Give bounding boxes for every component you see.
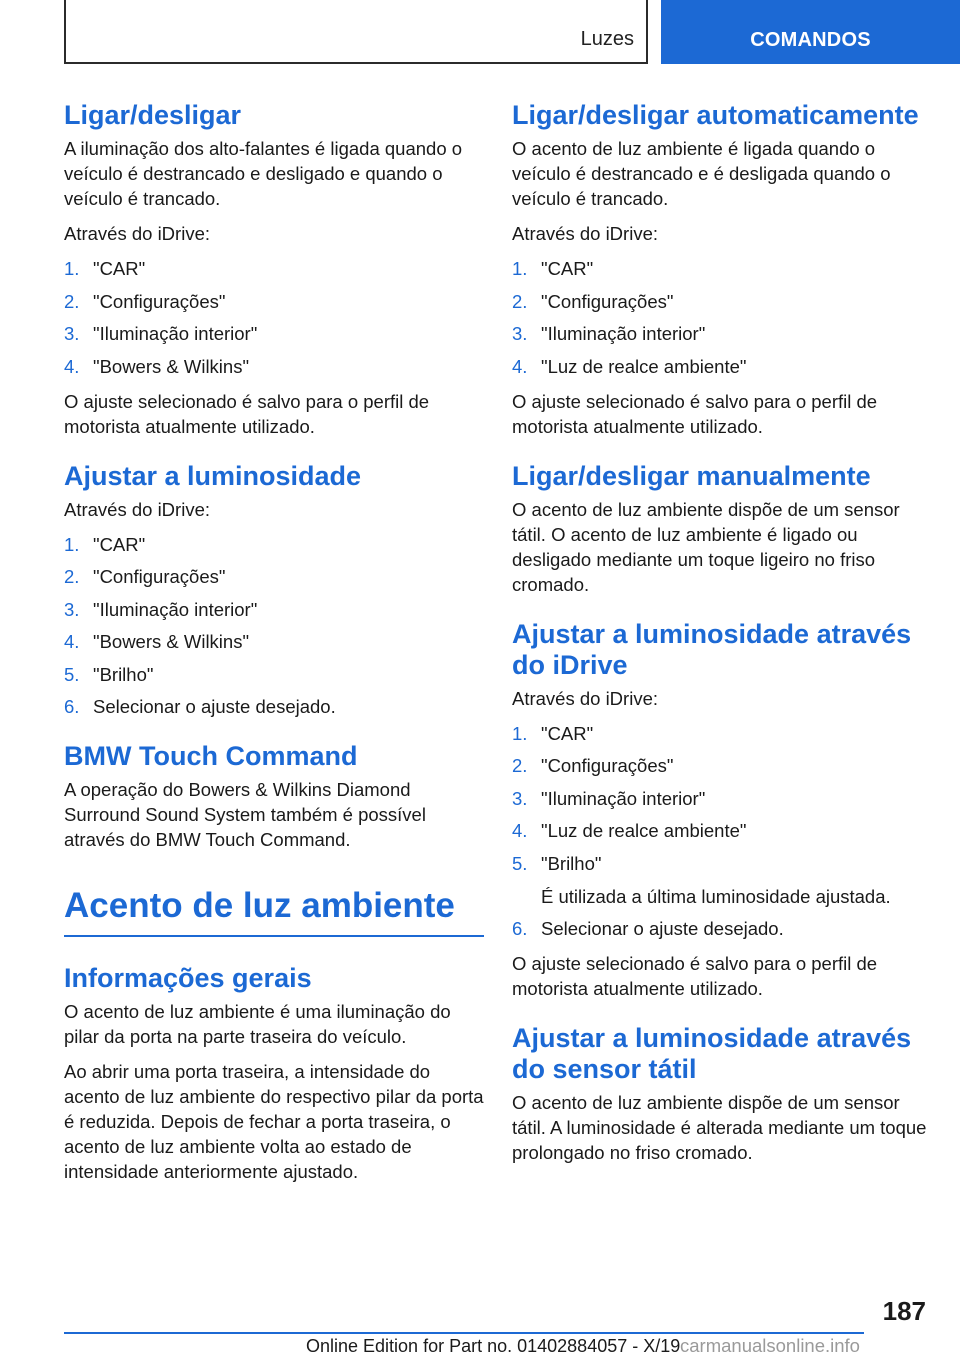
paragraph: Através do iDrive: (64, 223, 210, 244)
list-item (64, 662, 484, 687)
list-item (512, 354, 927, 379)
paragraph: A operação do Bowers & Wilkins Diamond Surround Sound System também é possível através do BMW Touch Command. (64, 779, 426, 850)
section-label: Luzes (580, 28, 634, 50)
step-list (64, 532, 484, 720)
step-text: "Brilho" (93, 663, 154, 685)
footer-divider (64, 1332, 864, 1334)
paragraph: Através do iDrive: (512, 687, 658, 709)
step-number: 5. (64, 663, 80, 685)
step-text: "Iluminação interior" (93, 323, 258, 344)
step-number: 3. (512, 787, 528, 809)
step-number: 2. (64, 290, 80, 312)
page-number: 187 (882, 1296, 926, 1326)
section-heading: Ajustar a luminosidade através do sensor tátil (512, 1023, 912, 1084)
section-luminosidade-sensor (512, 1023, 927, 1165)
list-item (64, 354, 484, 379)
step-number: 2. (64, 566, 80, 587)
step-number: 4. (512, 355, 528, 377)
step-number: 1. (64, 258, 80, 279)
section-heading: Ajustar a luminosidade (64, 460, 362, 491)
step-text: "Configurações" (93, 290, 226, 312)
step-number: 6. (64, 696, 80, 717)
paragraph: O acento de luz ambiente dispõe de um sensor tátil. O acento de luz ambiente é ligado ou desligado mediante um toque ligeiro no friso cromado. (512, 498, 900, 595)
list-item (64, 564, 484, 589)
paragraph: O acento de luz ambiente dispõe de um sensor tátil. A luminosidade é alterada mediante um toque prolongado no friso cromado. (512, 1092, 927, 1163)
step-number: 4. (64, 631, 80, 652)
list-item (64, 694, 484, 719)
paragraph: O acento de luz ambiente é ligada quando o veículo é destrancado e é desligada quando o veículo é trancado. (512, 138, 891, 209)
step-text: "Luz de realce ambiente" (541, 820, 747, 841)
paragraph: O acento de luz ambiente é uma iluminação do pilar da porta na parte traseira do veículo. (64, 1001, 451, 1047)
list-item (512, 256, 927, 281)
step-text: "Configurações" (541, 290, 674, 312)
step-text: "CAR" (93, 258, 146, 279)
step-text: "CAR" (93, 533, 146, 555)
list-item (64, 629, 484, 654)
step-note: É utilizada a última luminosidade ajustada. (541, 885, 891, 907)
watermark: carmanualsonline.info (680, 1335, 860, 1356)
section-heading: Ajustar a luminosidade através do iDrive (512, 618, 912, 680)
list-item (64, 289, 484, 314)
right-column (512, 100, 927, 1175)
paragraph: O ajuste selecionado é salvo para o perfil de motorista atualmente utilizado. (512, 390, 878, 437)
list-item (512, 753, 927, 778)
step-number: 6. (512, 918, 528, 939)
section-touch-command (64, 741, 484, 852)
section-ligar-desligar-auto (512, 100, 927, 439)
paragraph: O ajuste selecionado é salvo para o perfil de motorista atualmente utilizado. (512, 953, 878, 999)
section-ajustar-luminosidade (64, 461, 484, 720)
list-item (512, 721, 927, 746)
chapter-label: COMANDOS (750, 29, 871, 51)
section-ligar-desligar (64, 100, 484, 439)
section-heading: Ligar/desligar (64, 100, 242, 130)
list-item (64, 597, 484, 622)
step-list (512, 256, 927, 379)
list-item (64, 321, 484, 346)
section-heading: BMW Touch Command (64, 741, 358, 771)
section-heading: Informações gerais (64, 963, 312, 993)
section-luminosidade-idrive (512, 619, 927, 1002)
left-column (64, 100, 484, 1194)
header-section-tab (64, 0, 648, 64)
list-item (64, 532, 484, 557)
list-item (512, 851, 927, 909)
list-item (512, 916, 927, 941)
paragraph: A iluminação dos alto-falantes é ligada quando o veículo é destrancado e desligado e quando o veículo é trancado. (64, 138, 463, 209)
list-item (512, 786, 927, 811)
step-number: 1. (64, 533, 80, 555)
step-number: 4. (64, 355, 80, 377)
section-heading: Ligar/desligar manualmente (512, 460, 871, 491)
paragraph: Ao abrir uma porta traseira, a intensidade do acento de luz ambiente do respectivo pilar da porta é reduzida. Depois de fechar a porta traseira, o acento de luz ambiente volta ao estado de intensidade anteriormente ajustado. (64, 1061, 484, 1182)
paragraph: Através do iDrive: (64, 498, 210, 520)
step-list (64, 256, 484, 379)
step-text: "Iluminação interior" (93, 598, 258, 620)
step-text: "Configurações" (93, 566, 226, 587)
list-item (512, 818, 927, 843)
section-informacoes-gerais (64, 963, 484, 1184)
step-text: "Bowers & Wilkins" (93, 355, 250, 377)
step-number: 2. (512, 290, 528, 312)
paragraph: Através do iDrive: (512, 223, 658, 244)
header-chapter-tab (661, 0, 960, 64)
step-text: "Bowers & Wilkins" (93, 631, 250, 652)
step-number: 3. (64, 323, 80, 344)
section-ligar-desligar-manual (512, 461, 927, 597)
step-text: "Luz de realce ambiente" (541, 355, 747, 377)
list-item (512, 321, 927, 346)
step-text: Selecionar o ajuste desejado. (93, 696, 336, 717)
step-list (512, 721, 927, 942)
step-text: "Brilho" (541, 852, 602, 874)
step-number: 3. (64, 598, 80, 620)
list-item (64, 256, 484, 281)
step-text: "CAR" (541, 722, 594, 744)
section-heading: Ligar/desligar automaticamente (512, 100, 919, 130)
list-item (512, 289, 927, 314)
step-number: 1. (512, 258, 528, 279)
step-text: "CAR" (541, 258, 594, 279)
step-number: 1. (512, 722, 528, 744)
chapter-heading: Acento de luz ambiente (64, 886, 455, 925)
paragraph: O ajuste selecionado é salvo para o perfil de motorista atualmente utilizado. (64, 390, 430, 437)
chapter-heading-block (64, 886, 484, 937)
step-text: Selecionar o ajuste desejado. (541, 918, 784, 939)
step-number: 5. (512, 852, 528, 874)
step-number: 3. (512, 323, 528, 344)
step-text: "Iluminação interior" (541, 787, 706, 809)
step-number: 2. (512, 755, 528, 776)
step-number: 4. (512, 820, 528, 841)
step-text: "Configurações" (541, 755, 674, 776)
footer-edition: Online Edition for Part no. 01402884057 - X/19 (306, 1336, 681, 1356)
step-text: "Iluminação interior" (541, 323, 706, 344)
